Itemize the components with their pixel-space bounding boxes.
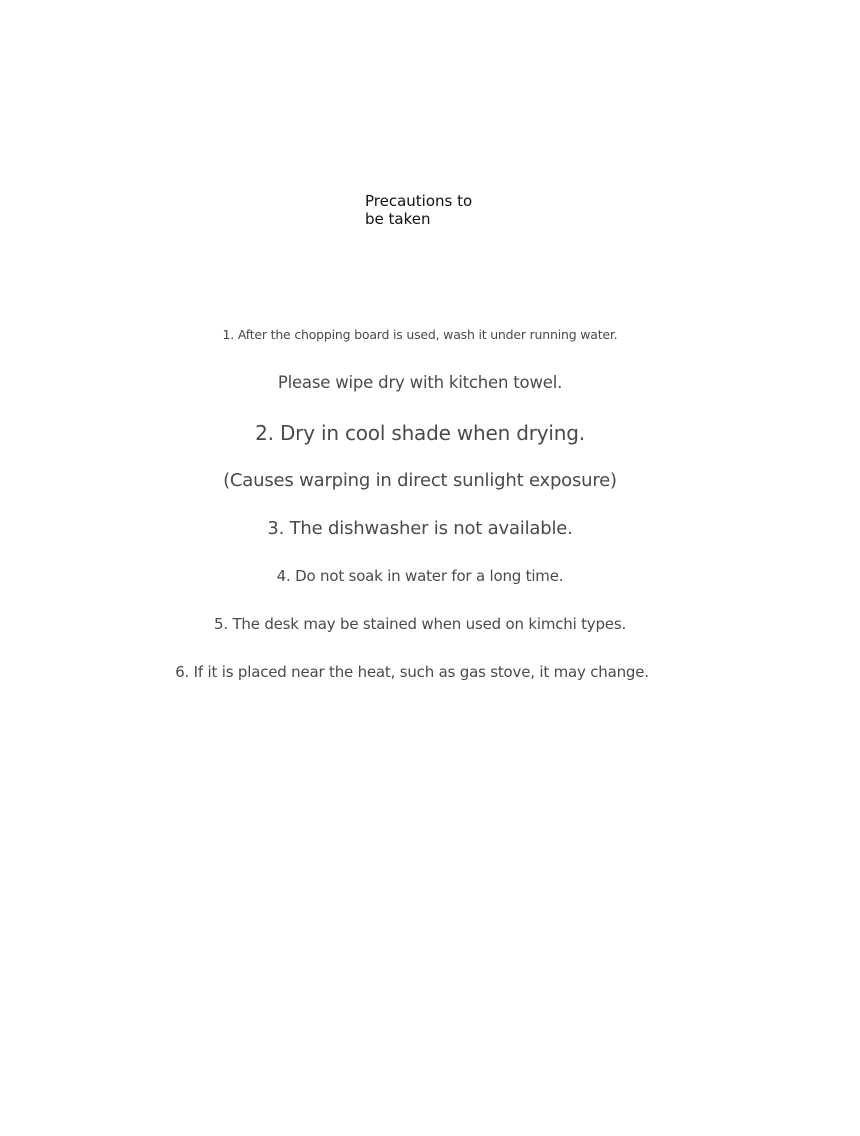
page-title — [365, 192, 495, 228]
precaution-2-detail: (Causes warping in direct sunlight exposure) — [223, 470, 617, 491]
page-title-line-2: be taken — [365, 210, 431, 228]
precaution-2: 2. Dry in cool shade when drying. — [255, 421, 585, 445]
precaution-5: 5. The desk may be stained when used on kimchi types. — [213, 615, 627, 633]
precaution-3: 3. The dishwasher is not available. — [267, 518, 573, 539]
page-title-line-1: Precautions to — [365, 192, 473, 210]
precaution-6: 6. If it is placed near the heat, such as gas stove, it may change. — [175, 663, 649, 681]
precaution-1: 1. After the chopping board is used, wash it under running water. — [222, 327, 618, 342]
precaution-1-detail: Please wipe dry with kitchen towel. — [277, 373, 563, 392]
precaution-4: 4. Do not soak in water for a long time. — [276, 567, 564, 585]
